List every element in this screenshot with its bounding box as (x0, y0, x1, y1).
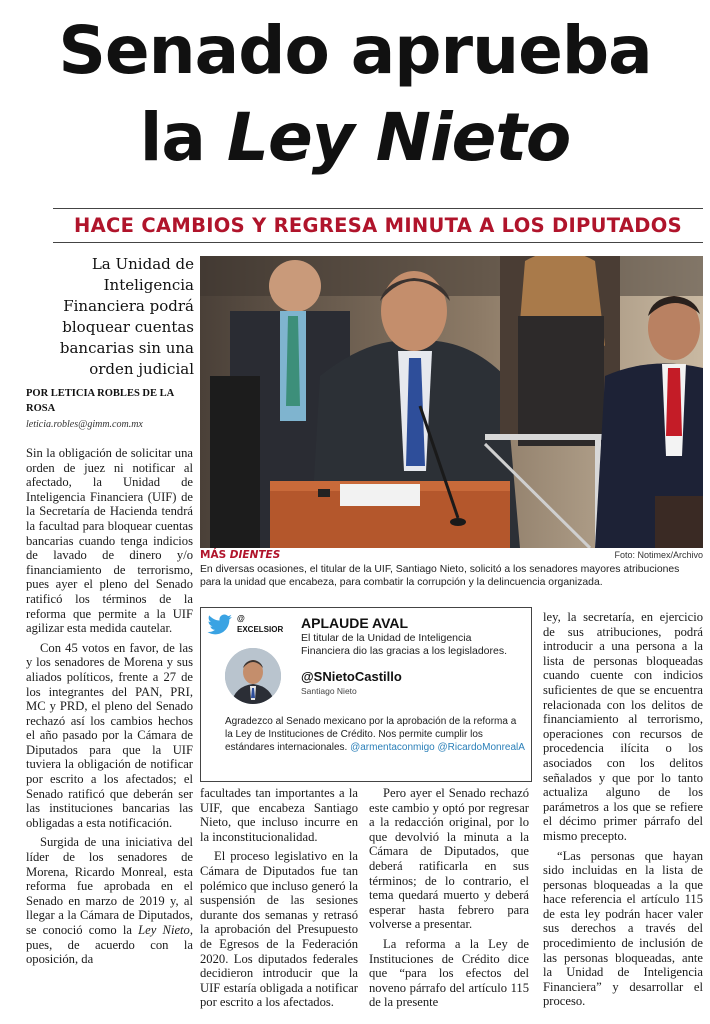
paragraph: Con 45 votos en favor, de las y los senadores de Morena y sus aliados políticos, frente a 27 de los integrantes del PAN, PRI, MC y PRD, el pleno del Senado rechazó así los cambios hechos el año pasado por la Cámara de Diputados para que la UIF tuviera la obligación de notificar por escrito a los afectados; el Senado ratificó que deberán ser las instituciones bancarias las obligadas a esta notificación. (26, 640, 193, 830)
paragraph (26, 835, 193, 966)
kicker-top-rule (53, 208, 703, 209)
deck: La Unidad de Inteligencia Financiera podrá bloquear cuentas bancarias sin una orden judicial (59, 255, 194, 378)
paragraph: El proceso legislativo en la Cámara de Diputados fue tan polémico que incluso generó la suspensión de las sesiones durante dos semanas y retrasó la aprobación del Presupuesto de Egresos de la Federación 2020. Los diputados federales decidieron introducir que la UIF estaría obligada a notificar por escrito a los afectados. (200, 849, 358, 1010)
paragraph-text: Surgida de una iniciativa del líder de los senadores de Morena, Ricardo Monreal, esta reforma fue aprobada en el Senado en marzo de 2019 y, al llegar a la Cámara de Diputados, se conoció como la (26, 835, 193, 937)
paragraph-italic: Ley Nieto (138, 923, 190, 937)
photo-caption-head (200, 549, 280, 561)
news-photo (200, 256, 703, 548)
photo-caption: En diversas ocasiones, el titular de la UIF, Santiago Nieto, solicitó a los senadores mayores atribuciones para la unidad que encabeza, para combatir la corrupción y la delincuencia organizada. (200, 564, 680, 588)
kicker: HACE CAMBIOS Y REGRESA MINUTA A LOS DIPUTADOS (74, 214, 682, 237)
paragraph: Pero ayer el Senado rechazó este cambio y optó por regresar a la redacción original, por lo que devolvió la minuta a la Cámara de Diputados, que deberá ratificarla en sus términos; de lo contrario, el tema quedará muerto y deberá esperar hasta febrero para volverse a presentar. (369, 786, 529, 932)
column-4 (543, 610, 703, 1014)
paragraph: “Las personas que hayan sido incluidas en la lista de personas bloqueadas a la que hace referencia el artículo 115 de esta ley podrán hacer valer sus derechos a través del procedimiento de inclusión de las personas bloqueadas, ante la Unidad de Inteligencia Financiera” y desarrollar el proceso. (543, 848, 703, 1009)
column-2 (200, 786, 358, 1015)
paragraph: facultades tan importantes a la UIF, que encabeza Santiago Nieto, que incluso incurre en la inconstitucionalidad. (200, 786, 358, 844)
byline-author: POR LETICIA ROBLES DE LA ROSA (26, 388, 174, 414)
paragraph: Sin la obligación de solicitar una orden de juez ni notificar al afectado, la Unidad de Inteligencia Financiera (UIF) de la Secretaría de Hacienda tendrá la facultad para bloquear cuentas bancarias cuando tenga indicios de lavado de dinero y/o financiamiento de terrorismo, pues ayer el pleno del Senado ratificó los términos de la reforma que permite a la UIF agilizar esta medida cautelar. (26, 446, 193, 636)
tweet-body (225, 715, 525, 754)
caption-head-italic: DIENTES (229, 549, 281, 561)
caption-head-plain: MÁS (200, 549, 230, 561)
headline-prefix: la (139, 99, 227, 176)
paragraph-tail: , pues, de acuerdo con la oposición, da (26, 923, 193, 967)
headline-line2 (0, 96, 710, 180)
tweet-author-name: Santiago Nieto (301, 686, 357, 696)
tweet-handle[interactable]: @SNietoCastillo (301, 669, 402, 684)
tweet-box-subtitle: El titular de la Unidad de Inteligencia Financiera dio las gracias a los legisladores. (301, 632, 508, 657)
paragraph: ley, la secretaría, en ejercicio de sus atribuciones, podrá introducir a una persona a la lista de personas bloqueadas cuando cuente con indicios suficientes de que se encuentra relacionada con los delitos de financiamiento al terrorismo, operaciones con recursos de procedencia ilícita o los asociados con los delitos señalados y que por lo tanto actualiza alguno de los parámetros a los que se refiere el décimo primer párrafo del mismo precepto. (543, 610, 703, 843)
tweet-mentions[interactable]: @armentaconmigo @RicardoMonrealA (350, 742, 525, 753)
column-1 (26, 446, 193, 972)
tweet-brand-at: @ (237, 614, 245, 623)
tweet-box-title: APLAUDE AVAL (301, 615, 409, 631)
twitter-bird-icon (207, 614, 233, 641)
photo-credit: Foto: Notimex/Archivo (614, 550, 703, 560)
tweet-body-text: Agradezco al Senado mexicano por la aprobación de la reforma a la Ley de Instituciones de Crédito. Nos permite cumplir los estándares internacionales. (225, 716, 517, 753)
headline-italic: Ley Nieto (226, 99, 571, 176)
column-3 (369, 786, 529, 1015)
avatar (225, 648, 281, 704)
kicker-bottom-rule (53, 242, 703, 243)
byline-email[interactable]: leticia.robles@gimm.com.mx (26, 419, 143, 430)
tweet-brand: EXCELSIOR (237, 625, 284, 634)
tweet-box (200, 607, 532, 782)
headline-line1: Senado aprueba (58, 12, 652, 89)
photo-illustration (200, 256, 703, 548)
paragraph: La reforma a la Ley de Instituciones de Crédito dice que “para los efectos del noveno párrafo del artículo 115 de la presente (369, 936, 529, 1010)
